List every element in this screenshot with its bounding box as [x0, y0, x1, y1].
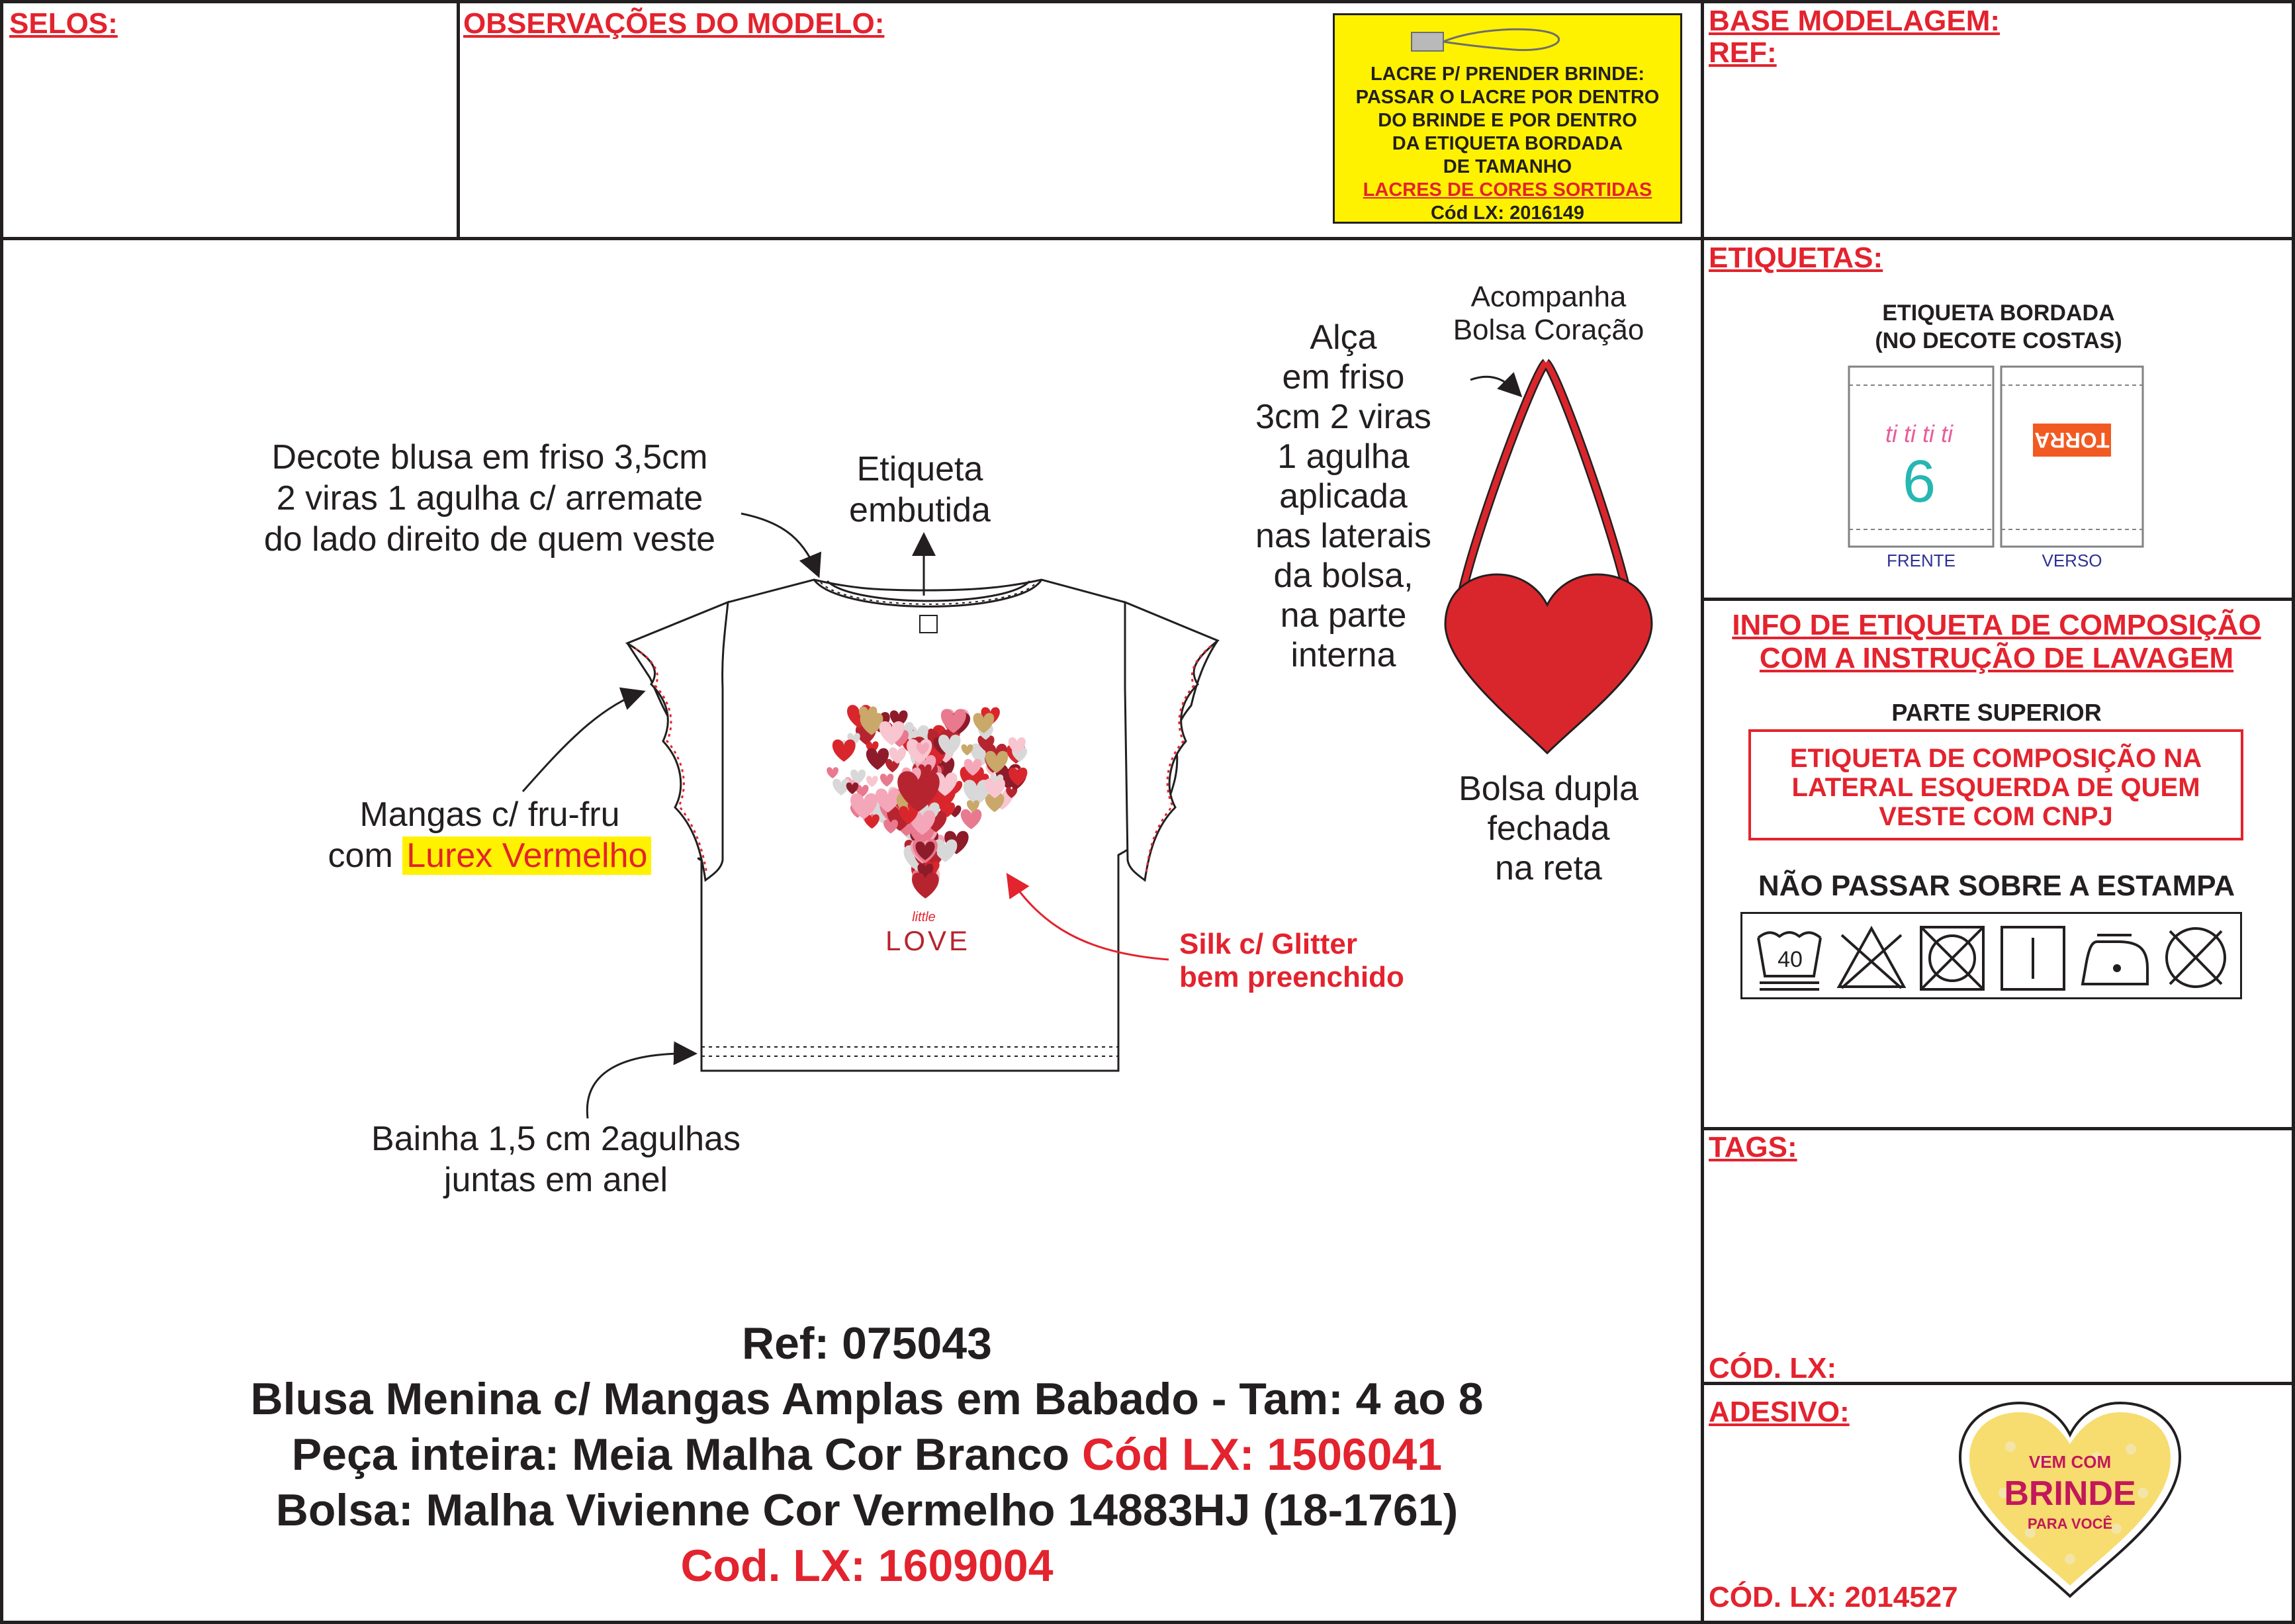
alca-line-4: 1 agulha — [1277, 437, 1410, 476]
desc-line: Blusa Menina c/ Mangas Amplas em Babado - Tam: 4 ao 8 — [250, 1374, 1484, 1424]
acompanha-note — [1443, 281, 1654, 347]
mangas-arrow — [523, 692, 642, 791]
lurex-highlight: Lurex Vermelho — [402, 836, 651, 875]
bolsa-line-1: Bolsa dupla — [1459, 770, 1639, 808]
peca-code: Cód LX: 1506041 — [1081, 1429, 1443, 1480]
acompanha-line-2: Bolsa Coração — [1453, 314, 1644, 346]
mangas-note — [278, 794, 701, 876]
alca-line-2: em friso — [1282, 358, 1405, 396]
mangas-line-1: Mangas c/ fru-fru — [359, 795, 620, 834]
iron-low-icon — [2079, 922, 2151, 993]
no-bleach-icon — [1835, 922, 1908, 993]
etiqueta-bordada-line-2: (NO DECOTE COSTAS) — [1875, 328, 2122, 353]
bolsa-code: Cod. LX: 1609004 — [680, 1541, 1054, 1591]
composicao-box — [1748, 729, 2243, 840]
parte-superior: PARTE SUPERIOR — [1891, 699, 2102, 726]
alca-line-1: Alça — [1310, 318, 1377, 357]
label-mockups — [1840, 363, 2184, 574]
etiqueta-note — [814, 449, 1026, 531]
adesivo-heading: ADESIVO: — [1709, 1396, 1850, 1428]
peca-text: Peça inteira: Meia Malha Cor Branco — [291, 1429, 1082, 1480]
bolsa-line-3: na reta — [1495, 849, 1602, 887]
etiqueta-bordada-line-1: ETIQUETA BORDADA — [1882, 300, 2115, 326]
alca-line-6: nas laterais — [1255, 517, 1431, 555]
bolsa-note — [1443, 769, 1654, 888]
brinde-sticker — [1951, 1394, 2189, 1605]
alca-line-9: interna — [1290, 636, 1396, 674]
sticker-line-1: VEM COM — [2028, 1452, 2112, 1472]
bolsa-line: Bolsa: Malha Vivienne Cor Vermelho 14883HJ (18-1761) — [275, 1485, 1459, 1535]
ref-heading: REF: — [1709, 36, 1777, 69]
alca-arrow — [1470, 377, 1519, 394]
lacre-line-5: DE TAMANHO — [1443, 156, 1572, 177]
decote-line-3: do lado direito de quem veste — [263, 520, 716, 559]
lacre-line-1: LACRE P/ PRENDER BRINDE: — [1370, 64, 1645, 85]
etiquetas-heading: ETIQUETAS: — [1709, 242, 1883, 274]
etiqueta-line-2: embutida — [849, 491, 991, 529]
no-tumble-dry-icon — [1916, 922, 1989, 993]
no-dry-clean-icon — [2159, 922, 2232, 993]
print-little: little — [912, 910, 936, 925]
heart-bag — [1445, 363, 1652, 753]
decote-note — [218, 437, 761, 560]
label-front-logo: ti ti ti ti — [1885, 420, 1954, 447]
lacre-line-6: LACRES DE CORES SORTIDAS — [1363, 179, 1652, 201]
alca-line-3: 3cm 2 viras — [1255, 398, 1431, 436]
lacre-line-2: PASSAR O LACRE POR DENTRO — [1355, 87, 1660, 108]
tags-heading: TAGS: — [1709, 1131, 1797, 1163]
composicao-line-1: ETIQUETA DE COMPOSIÇÃO NA — [1789, 744, 2202, 773]
verso-caption: VERSO — [2042, 551, 2102, 570]
observacoes-heading: OBSERVAÇÕES DO MODELO: — [463, 7, 885, 40]
sidebar-divider-1 — [1701, 598, 2295, 601]
alca-note — [1244, 318, 1443, 675]
silk-line-2: bem preenchido — [1179, 961, 1404, 993]
composicao-line-2: LATERAL ESQUERDA DE QUEM — [1791, 773, 2200, 802]
decote-line-1: Decote blusa em friso 3,5cm — [271, 438, 708, 476]
ref-line: Ref: 075043 — [741, 1318, 993, 1369]
nao-passar-warning: NÃO PASSAR SOBRE A ESTAMPA — [1758, 870, 2235, 902]
mangas-prefix: com — [328, 836, 403, 875]
lacre-line-7: Cód LX: 2016149 — [1430, 203, 1585, 224]
sticker-line-3: PARA VOCÊ — [2027, 1515, 2113, 1532]
lacre-line-4: DA ETIQUETA BORDADA — [1392, 133, 1623, 154]
alca-line-7: da bolsa, — [1273, 557, 1414, 595]
print-love: LOVE — [885, 925, 971, 956]
product-title-block — [106, 1316, 1628, 1594]
cod-lx-tags: CÓD. LX: — [1709, 1352, 1837, 1384]
bainha-note — [311, 1118, 801, 1200]
decote-line-2: 2 viras 1 agulha c/ arremate — [276, 479, 703, 518]
info-etiqueta-heading — [1709, 609, 2284, 675]
composicao-text — [1751, 744, 2241, 831]
etiqueta-line-1: Etiqueta — [856, 450, 983, 488]
selos-heading: SELOS: — [9, 7, 118, 40]
peca-line — [106, 1427, 1628, 1482]
lacre-line-3: DO BRINDE E POR DENTRO — [1378, 110, 1637, 131]
base-modelagem-heading: BASE MODELAGEM: — [1709, 5, 2000, 37]
sidebar-divider-2 — [1701, 1127, 2295, 1130]
border-right — [2292, 0, 2295, 1624]
bainha-arrow — [587, 1054, 694, 1118]
label-front-number: 6 — [1902, 449, 1936, 515]
info-etiqueta-line-1: INFO DE ETIQUETA DE COMPOSIÇÃO — [1732, 609, 2261, 641]
info-etiqueta-line-2: COM A INSTRUÇÃO DE LAVAGEM — [1759, 642, 2234, 674]
wash-40-icon — [1753, 922, 1826, 993]
etiqueta-bordada-title — [1846, 299, 2151, 355]
acompanha-line-1: Acompanha — [1470, 281, 1627, 313]
bainha-line-1: Bainha 1,5 cm 2agulhas — [371, 1120, 741, 1158]
cod-lx-adesivo: CÓD. LX: 2014527 — [1709, 1581, 1958, 1613]
col-divider-2 — [1701, 0, 1704, 1624]
bolsa-line-2: fechada — [1487, 809, 1610, 848]
alca-line-8: na parte — [1280, 596, 1407, 635]
mangas-line-2 — [278, 835, 701, 876]
sticker-line-2: BRINDE — [2004, 1474, 2136, 1513]
care-symbols — [1740, 912, 2242, 999]
line-dry-icon — [1997, 922, 2069, 993]
frente-caption: FRENTE — [1887, 551, 1956, 570]
wash-temp: 40 — [1778, 947, 1803, 972]
inner-label — [920, 615, 937, 633]
bainha-line-2: juntas em anel — [443, 1161, 668, 1199]
label-back-brand: TORRA — [2034, 428, 2110, 452]
alca-line-5: aplicada — [1279, 477, 1408, 516]
silk-line-1: Silk c/ Glitter — [1179, 928, 1357, 960]
composicao-line-3: VESTE COM CNPJ — [1879, 802, 2113, 831]
right-sleeve — [1125, 602, 1218, 880]
silk-note — [1179, 928, 1404, 994]
